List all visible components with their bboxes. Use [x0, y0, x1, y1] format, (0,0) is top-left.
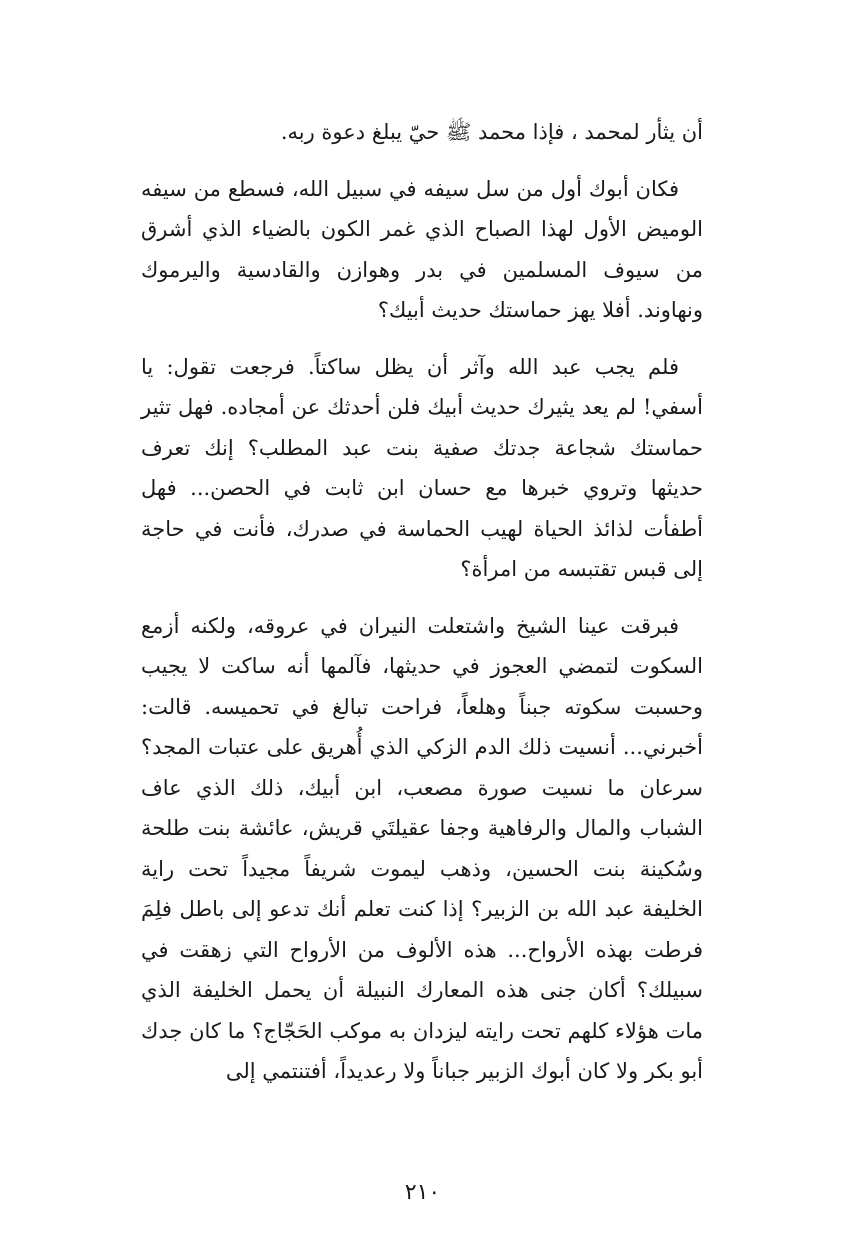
paragraph-continuation: أن يثأر لمحمد ، فإذا محمد ﷺ حيّ يبلغ دعوة ربه.	[280, 120, 703, 144]
paragraph: فبرقت عينا الشيخ واشتعلت النيران في عروقه، ولكنه أزمع السكوت لتمضي العجوز في حديثها، فآلمها أنه ساكت لا يجيب وحسبت سكوته جبناً وهلعاً، فراحت تبالغ في تحميسه. قالت: أخبرني... أنسيت ذلك الدم الزكي الذي أُهريق على عتبات المجد؟ سرعان ما نسيت صورة مصعب، ابن أبيك، ذلك الذي عاف الشباب والمال والرفاهية وجفا عقيلتَي قريش، عائشة بنت طلحة وسُكينة بنت الحسين، وذهب ليموت شريفاً مجيداً تحت راية الخليفة عبد الله بن الزبير؟ إذا كنت تعلم أنك تدعو إلى باطل فلِمَ فرطت بهذه الأرواح... هذه الألوف من الأرواح التي زهقت في سبيلك؟ أكان جنى هذه المعارك النبيلة أن يحمل الخليفة الذي مات هؤلاء كلهم تحت رايته ليزدان به موكب الحَجّاج؟ ما كان جدك أبو بكر ولا كان أبوك الزبير جباناً ولا رعديداً، أفتنتمي إلى	[141, 613, 703, 1083]
page-number: ٢١٠	[404, 1180, 441, 1205]
paragraph: فكان أبوك أول من سل سيفه في سبيل الله، فسطع من سيفه الوميض الأول لهذا الصباح الذي غمر الكون بالضياء الذي أشرق من سيوف المسلمين في بدر وهوازن والقادسية واليرموك ونهاوند. أفلا يهز حماستك حديث أبيك؟	[141, 176, 703, 322]
body-text	[141, 112, 703, 1092]
paragraph: فلم يجب عبد الله وآثر أن يظل ساكتاً. فرجعت تقول: يا أسفي! لم يعد يثيرك حديث أبيك فلن أحدثك عن أمجاده. فهل تثير حماستك شجاعة جدتك صفية بنت عبد المطلب؟ إنك تعرف حديثها وتروي خبرها مع حسان ابن ثابت في الحصن... فهل أطفأت لذائذ الحياة لهيب الحماسة في صدرك، فأنت في حاجة إلى قبس تقتبسه من امرأة؟	[141, 354, 703, 581]
